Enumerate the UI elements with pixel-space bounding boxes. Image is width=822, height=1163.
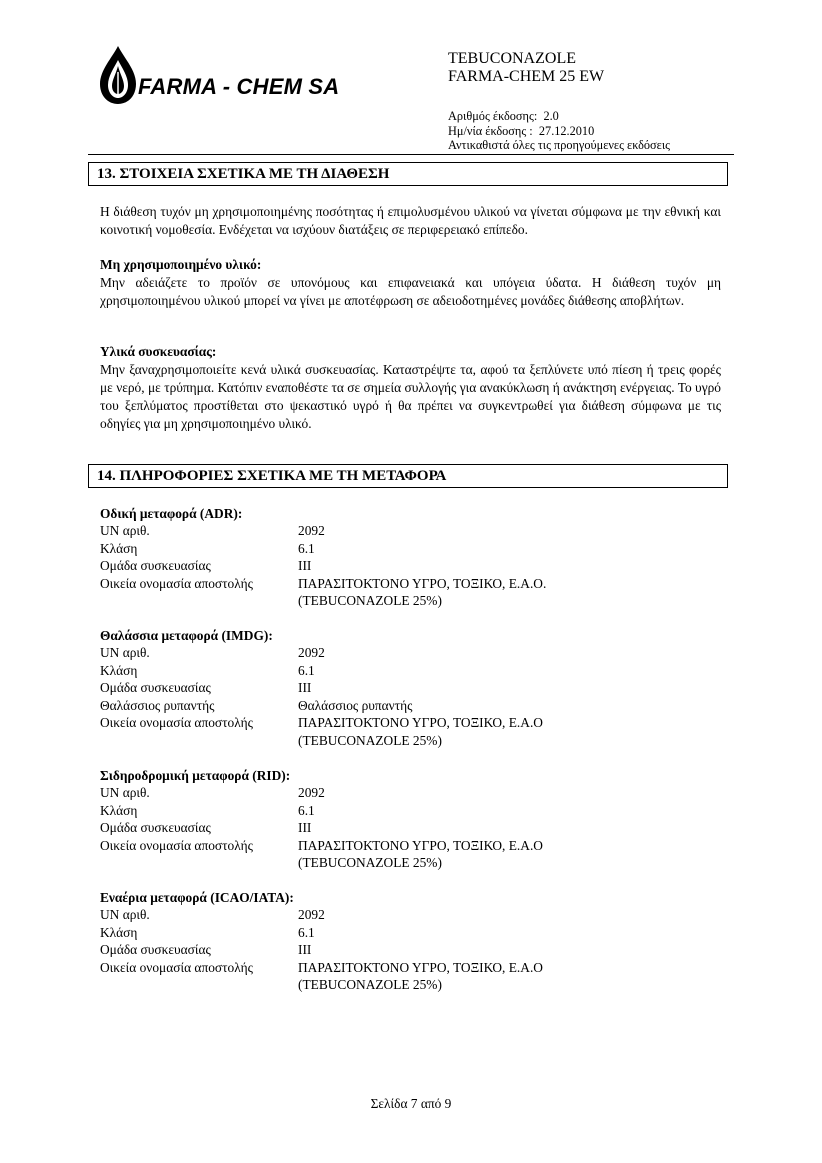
icao-row-key: UN αριθ. — [100, 907, 150, 922]
adr-row-key: Ομάδα συσκευασίας — [100, 558, 211, 573]
imdg-row-key: Κλάση — [100, 663, 138, 678]
icao-row-value: 6.1 — [298, 925, 315, 940]
section-13-title: 13. ΣΤΟΙΧΕΙΑ ΣΧΕΤΙΚΑ ΜΕ ΤΗ ΔΙΑΘΕΣΗ — [88, 162, 728, 186]
rid-row-key: UN αριθ. — [100, 785, 150, 800]
disposal-intro: Η διάθεση τυχόν μη χρησιμοποιημένης ποσότητας ή επιμολυσμένου υλικού να γίνεται σύμφωνα με την εθνική και κοινοτική νομοθεσία. Ενδέχεται να ισχύουν διατάξεις σε περιφερειακό επίπεδο. — [100, 204, 721, 237]
header-divider — [88, 154, 734, 155]
issue-date-label: Ημ/νία έκδοσης : — [448, 123, 533, 138]
adr-row-value: (TEBUCONAZOLE 25%) — [298, 593, 442, 608]
page-number: Σελίδα 7 από 9 — [370, 1096, 452, 1111]
product-name: TEBUCONAZOLE — [448, 50, 576, 67]
imdg-row-value: 2092 — [298, 645, 325, 660]
icao-heading: Εναέρια μεταφορά (ICAO/IATA): — [100, 890, 294, 905]
adr-row-key: Κλάση — [100, 541, 138, 556]
company-logo — [98, 44, 348, 114]
product-header — [448, 50, 604, 86]
imdg-row-value: ΠΑΡΑΣΙΤΟΚΤΟΝΟ ΥΓΡΟ, ΤΟΞΙΚΟ, Ε.Α.Ο — [298, 715, 543, 730]
issue-date — [448, 124, 670, 139]
unused-material-heading: Μη χρησιμοποιημένο υλικό: — [100, 257, 262, 272]
imdg-row-key: Θαλάσσιος ρυπαντής — [100, 698, 215, 713]
rid-row-value: 2092 — [298, 785, 325, 800]
issue-date-value: 27.12.2010 — [538, 123, 595, 138]
icao-row-key: Ομάδα συσκευασίας — [100, 942, 211, 957]
adr-row-value: 6.1 — [298, 541, 315, 556]
packaging-heading: Υλικά συσκευασίας: — [100, 344, 217, 359]
packaging-block — [100, 343, 721, 433]
unused-material-text: Μην αδειάζετε το προϊόν σε υπονόμους και επιφανειακά και υπόγεια ύδατα. Η διάθεση τυχόν μη χρησιμοποιημένου υλικού μπορεί να γίνει με αποτέφρωση σε αδειοδοτημένες μονάδες διάθεσης αποβλήτων. — [100, 275, 721, 308]
imdg-row-value: (TEBUCONAZOLE 25%) — [298, 733, 442, 748]
rid-row-key: Κλάση — [100, 803, 138, 818]
issue-number-value: 2.0 — [543, 109, 559, 123]
drop-leaf-icon — [98, 44, 138, 106]
product-formulation: FARMA-CHEM 25 EW — [448, 68, 605, 85]
issue-info — [448, 109, 670, 153]
rid-row-key: Οικεία ονομασία αποστολής — [100, 838, 253, 853]
rid-heading: Σιδηροδρομική μεταφορά (RID): — [100, 768, 291, 783]
icao-row-value: III — [298, 942, 312, 957]
rid-row-value: (TEBUCONAZOLE 25%) — [298, 855, 442, 870]
imdg-row-value: 6.1 — [298, 663, 315, 678]
icao-row-value: (TEBUCONAZOLE 25%) — [298, 977, 442, 992]
imdg-row-key: Ομάδα συσκευασίας — [100, 680, 211, 695]
rid-row-value: ΠΑΡΑΣΙΤΟΚΤΟΝΟ ΥΓΡΟ, ΤΟΞΙΚΟ, Ε.Α.Ο — [298, 838, 543, 853]
imdg-row-value: Θαλάσσιος ρυπαντής — [298, 698, 413, 713]
imdg-row-key: UN αριθ. — [100, 645, 150, 660]
adr-row-key: Οικεία ονομασία αποστολής — [100, 576, 253, 591]
icao-row-value: ΠΑΡΑΣΙΤΟΚΤΟΝΟ ΥΓΡΟ, ΤΟΞΙΚΟ, Ε.Α.Ο — [298, 960, 543, 975]
adr-row-value: III — [298, 558, 312, 573]
issue-number — [448, 109, 670, 124]
rid-row-value: 6.1 — [298, 803, 315, 818]
icao-row-value: 2092 — [298, 907, 325, 922]
company-name: FARMA - CHEM SA — [138, 74, 340, 99]
issue-number-label: Αριθμός έκδοσης: — [448, 109, 538, 123]
adr-row-value: ΠΑΡΑΣΙΤΟΚΤΟΝΟ ΥΓΡΟ, ΤΟΞΙΚΟ, Ε.Α.Ο. — [298, 576, 547, 591]
section-14-title: 14. ΠΛΗΡΟΦΟΡΙΕΣ ΣΧΕΤΙΚΑ ΜΕ ΤΗ ΜΕΤΑΦΟΡΑ — [88, 464, 728, 488]
imdg-row-key: Οικεία ονομασία αποστολής — [100, 715, 253, 730]
adr-heading: Οδική μεταφορά (ADR): — [100, 506, 243, 521]
supersedes-note: Αντικαθιστά όλες τις προηγούμενες εκδόσεις — [448, 138, 671, 152]
packaging-text: Μην ξαναχρησιμοποιείτε κενά υλικά συσκευασίας. Καταστρέψτε τα, αφού τα ξεπλύνετε υπό πίεση ή τρεις φορές με νερό, με τρύπημα. Κατόπιν εναποθέστε τα σε σημεία συλλογής για ανακύκλωση ή ανάκτηση ενέργειας. Το υγρό του ξεπλύματος προστίθεται στο ψεκαστικό υγρό ή θα πρέπει να συγκεντρωθεί για διάθεση σύμφωνα με τις οδηγίες για μη χρησιμοποιημένο υλικό. — [100, 362, 721, 431]
rid-row-value: III — [298, 820, 312, 835]
icao-row-key: Οικεία ονομασία αποστολής — [100, 960, 253, 975]
icao-row-key: Κλάση — [100, 925, 138, 940]
adr-row-key: UN αριθ. — [100, 523, 150, 538]
rid-row-key: Ομάδα συσκευασίας — [100, 820, 211, 835]
unused-material-block — [100, 256, 721, 310]
imdg-row-value: III — [298, 680, 312, 695]
imdg-heading: Θαλάσσια μεταφορά (IMDG): — [100, 628, 273, 643]
adr-row-value: 2092 — [298, 523, 325, 538]
